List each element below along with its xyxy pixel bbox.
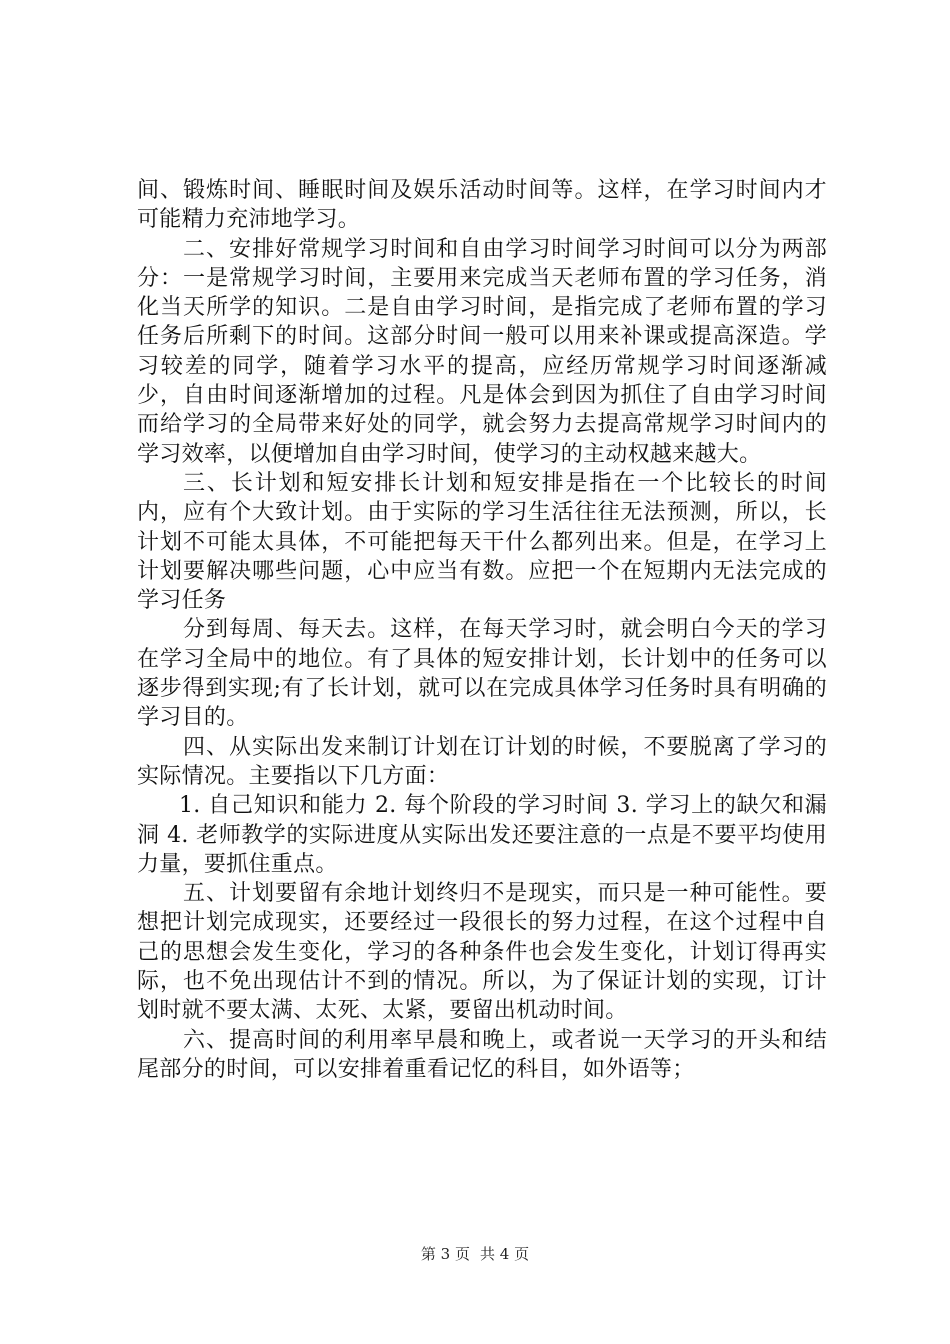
page-number: 第 3 页 [420, 1245, 470, 1263]
paragraph-section-4: 四、从实际出发来制订计划在订计划的时候，不要脱离了学习的实际情况。主要指以下几方面： [137, 734, 827, 789]
paragraph-section-3-continued: 分到每周、每天去。这样，在每天学习时，就会明白今天的学习在学习全局中的地位。有了具体的短安排计划，长计划中的任务可以逐步得到实现;有了长计划，就可以在完成具体学习任务时具有明确的学习目的。 [137, 617, 827, 731]
paragraph-section-3: 三、长计划和短安排长计划和短安排是指在一个比较长的时间内，应有个大致计划。由于实际的学习生活往往无法预测，所以，长计划不可能太具体，不可能把每天干什么都列出来。但是，在学习上计划要解决哪些问题，心中应当有数。应把一个在短期内无法完成的学习任务 [137, 470, 827, 614]
paragraph-section-5: 五、计划要留有余地计划终归不是现实，而只是一种可能性。要想把计划完成现实，还要经过一段很长的努力过程，在这个过程中自己的思想会发生变化，学习的各种条件也会发生变化，计划订得再实际，也不免出现估计不到的情况。所以，为了保证计划的实现，订计划时就不要太满、太死、太紧，要留出机动时间。 [137, 881, 827, 1024]
paragraph-section-4-list: 1. 自己知识和能力 2. 每个阶段的学习时间 3. 学习上的缺欠和漏洞 4. 老师教学的实际进度从实际出发还要注意的一点是不要平均使用力量，要抓住重点。 [137, 793, 827, 877]
page-footer [0, 1244, 950, 1264]
paragraph-section-6: 六、提高时间的利用率早晨和晚上，或者说一天学习的开头和结尾部分的时间，可以安排着重看记忆的科目，如外语等； [137, 1027, 827, 1082]
document-body [137, 176, 827, 1084]
page-total: 共 4 页 [480, 1245, 530, 1263]
paragraph-section-2: 二、安排好常规学习时间和自由学习时间学习时间可以分为两部分：一是常规学习时间，主要用来完成当天老师布置的学习任务，消化当天所学的知识。二是自由学习时间，是指完成了老师布置的学习任务后所剩下的时间。这部分时间一般可以用来补课或提高深造。学习较差的同学，随着学习水平的提高，应经历常规学习时间逐渐减少，自由时间逐渐增加的过程。凡是体会到因为抓住了自由学习时间而给学习的全局带来好处的同学，就会努力去提高常规学习时间内的学习效率，以便增加自由学习时间，使学习的主动权越来越大。 [137, 236, 827, 467]
paragraph-continuation: 间、锻炼时间、睡眠时间及娱乐活动时间等。这样，在学习时间内才可能精力充沛地学习。 [137, 178, 827, 233]
